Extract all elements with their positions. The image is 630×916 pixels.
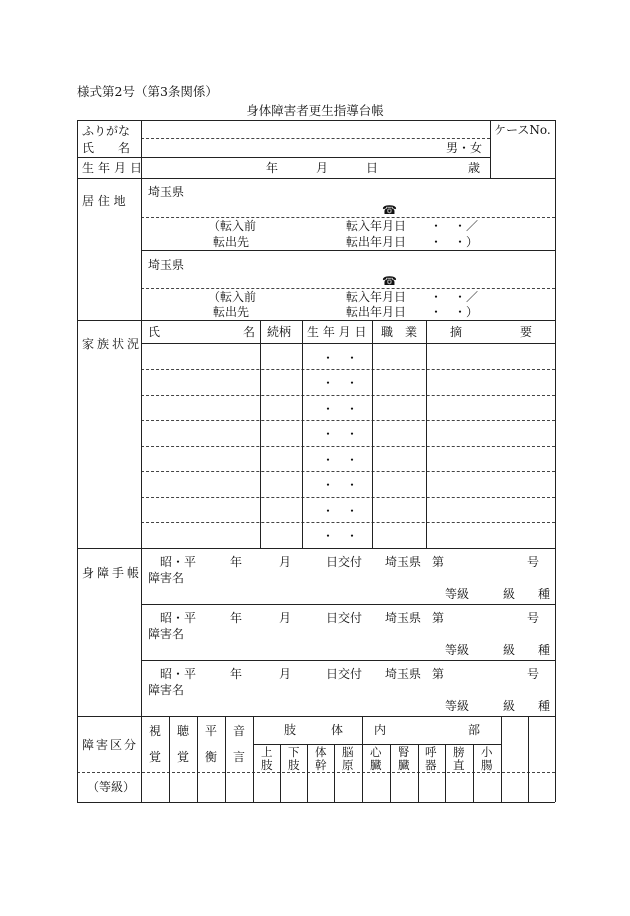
sub-respiratory-b: 器 [425,758,437,772]
family-dashed [141,395,555,396]
category-col-divider [225,716,226,802]
family-birth-dots: ・ ・ [322,351,359,365]
sub-upper-limb-a: 上 [261,745,273,759]
handbook-pref: 埼玉県 [385,555,422,569]
handbook-number-suffix: 号 [527,611,540,625]
category-internal-b: 部 [468,723,481,737]
handbook-era: 昭・平 [160,667,197,681]
family-col-name-b: 名 [243,325,256,339]
category-internal-a: 内 [374,723,387,737]
sub-respiratory-a: 呼 [425,745,437,759]
handbook-label: 身障手帳 [82,566,143,580]
category-col-divider [473,744,474,802]
address-pref: 埼玉県 [148,258,185,272]
case-no-label: ケースNo. [494,123,551,137]
handbook-grade: 等級 [445,643,470,657]
category-col-divider [197,716,198,802]
handbook-month: 月 [279,611,292,625]
handbook-number-suffix: 号 [527,667,540,681]
move-out-date-label: 転出年月日 [346,305,407,319]
category-sight-a: 視 [149,724,162,738]
category-limb-a: 肢 [284,723,297,737]
sub-brain-b: 原 [342,758,354,772]
move-out-date-dots: ・ ・） [430,235,479,249]
handbook-number-suffix: 号 [527,555,540,569]
address-pref: 埼玉県 [148,185,185,199]
border-bottom [77,802,555,803]
family-col-divider [302,320,303,548]
sub-trunk-a: 体 [315,745,327,759]
handbook-month: 月 [279,555,292,569]
row-divider [141,660,555,661]
category-col-divider [307,744,308,802]
moved-out-to-label: 転出先 [213,235,250,249]
sub-kidney-b: 臓 [398,758,410,772]
label-column-divider [141,120,142,802]
family-dashed [141,420,555,421]
handbook-kyu: 級 [503,643,516,657]
move-out-date-label: 転出年月日 [346,235,407,249]
name-label: 氏 名 [82,141,131,155]
handbook-disability-name: 障害名 [148,683,185,697]
handbook-pref: 埼玉県 [385,667,422,681]
category-sight-b: 覚 [149,750,162,764]
family-dashed [141,497,555,498]
category-speech-a: 音 [233,724,246,738]
handbook-disability-name: 障害名 [148,627,185,641]
handbook-era: 昭・平 [160,611,197,625]
sub-bladder-a: 膀 [453,745,465,759]
handbook-issued: 日交付 [326,667,363,681]
category-hearing-b: 覚 [177,750,190,764]
form-number: 様式第2号（第3条関係） [77,84,218,99]
handbook-shu: 種 [538,643,551,657]
sub-brain-a: 脳 [342,745,354,759]
telephone-icon: ☎ [382,274,397,288]
row-divider [77,157,490,158]
handbook-year: 年 [230,667,243,681]
category-speech-b: 言 [233,750,246,764]
family-col-note-a: 摘 [450,325,463,339]
sub-heart-a: 心 [370,745,382,759]
category-hearing-a: 聴 [177,724,190,738]
family-birth-dots: ・ ・ [322,529,359,543]
birth-day-unit: 日 [366,161,379,175]
moved-in-from-label: （転入前 [208,219,257,233]
category-col-divider [362,716,363,802]
family-birth-dots: ・ ・ [322,376,359,390]
family-col-name-a: 氏 [148,325,161,339]
furigana-divider [141,138,490,139]
sub-kidney-a: 腎 [398,745,410,759]
move-out-date-dots: ・ ・） [430,305,479,319]
handbook-era: 昭・平 [160,555,197,569]
handbook-number-prefix: 第 [432,667,445,681]
handbook-grade: 等級 [445,587,470,601]
row-divider [77,320,555,321]
border-top [77,120,555,121]
family-birth-dots: ・ ・ [322,402,359,416]
family-birth-dots: ・ ・ [322,504,359,518]
row-divider [141,343,555,344]
move-in-date-dots: ・ ・／ [430,290,479,304]
move-in-date-dots: ・ ・／ [430,219,479,233]
category-col-divider [169,716,170,802]
family-col-divider [260,320,261,548]
grade-label: （等級） [87,780,136,794]
category-col-divider [445,744,446,802]
birthdate-label: 生年月日 [82,161,147,175]
birth-year-unit: 年 [266,161,279,175]
category-col-divider [253,716,254,802]
family-col-note-b: 要 [520,325,533,339]
handbook-issued: 日交付 [326,555,363,569]
page-title: 身体障害者更生指導台帳 [246,103,384,118]
family-col-job: 職 業 [381,325,418,339]
sub-trunk-b: 幹 [315,758,327,772]
family-label: 家族状況 [82,337,143,351]
sub-upper-limb-b: 肢 [261,758,273,772]
handbook-disability-name: 障害名 [148,571,185,585]
moved-in-from-label: （転入前 [208,290,257,304]
row-divider [141,604,555,605]
address-label: 居 住 地 [82,194,126,208]
category-col-divider [390,744,391,802]
family-birth-dots: ・ ・ [322,453,359,467]
sub-heart-b: 臓 [370,758,382,772]
category-dashed [77,772,555,773]
handbook-issued: 日交付 [326,611,363,625]
case-no-divider [490,120,491,178]
category-col-divider [280,744,281,802]
row-divider [77,548,555,549]
sub-intestine-b: 腸 [481,758,493,772]
row-divider [141,250,555,251]
family-birth-dots: ・ ・ [322,427,359,441]
handbook-number-prefix: 第 [432,611,445,625]
sub-bladder-b: 直 [453,758,465,772]
sub-intestine-a: 小 [481,745,493,759]
move-in-date-label: 転入年月日 [346,290,407,304]
sub-lower-limb-b: 肢 [288,758,300,772]
family-col-relation: 続柄 [267,325,292,339]
row-divider [77,178,555,179]
handbook-month: 月 [279,667,292,681]
border-left [77,120,78,802]
row-divider [77,716,555,717]
category-col-divider [501,716,502,802]
handbook-shu: 種 [538,587,551,601]
handbook-shu: 種 [538,699,551,713]
category-balance-b: 衡 [205,750,218,764]
handbook-year: 年 [230,611,243,625]
category-col-divider [334,744,335,802]
family-birth-dots: ・ ・ [322,478,359,492]
sub-lower-limb-a: 下 [288,745,300,759]
furigana-label: ふりがな [82,124,131,138]
family-dashed [141,522,555,523]
address-dashed [141,288,555,289]
handbook-kyu: 級 [503,699,516,713]
category-balance-a: 平 [205,724,218,738]
category-col-divider [418,744,419,802]
category-label: 障害区分 [82,738,139,752]
moved-out-to-label: 転出先 [213,305,250,319]
age-unit: 歳 [468,161,481,175]
move-in-date-label: 転入年月日 [346,219,407,233]
handbook-pref: 埼玉県 [385,611,422,625]
telephone-icon: ☎ [382,203,397,217]
handbook-number-prefix: 第 [432,555,445,569]
family-dashed [141,471,555,472]
family-col-divider [426,320,427,548]
family-dashed [141,369,555,370]
family-col-birth: 生 年 月 日 [307,325,367,339]
family-col-divider [372,320,373,548]
address-dashed [141,217,555,218]
category-col-divider [528,716,529,802]
sex-field[interactable]: 男・女 [446,141,483,155]
handbook-kyu: 級 [503,587,516,601]
handbook-year: 年 [230,555,243,569]
handbook-grade: 等級 [445,699,470,713]
family-dashed [141,446,555,447]
category-limb-b: 体 [331,723,344,737]
birth-month-unit: 月 [316,161,329,175]
border-right [555,120,556,802]
